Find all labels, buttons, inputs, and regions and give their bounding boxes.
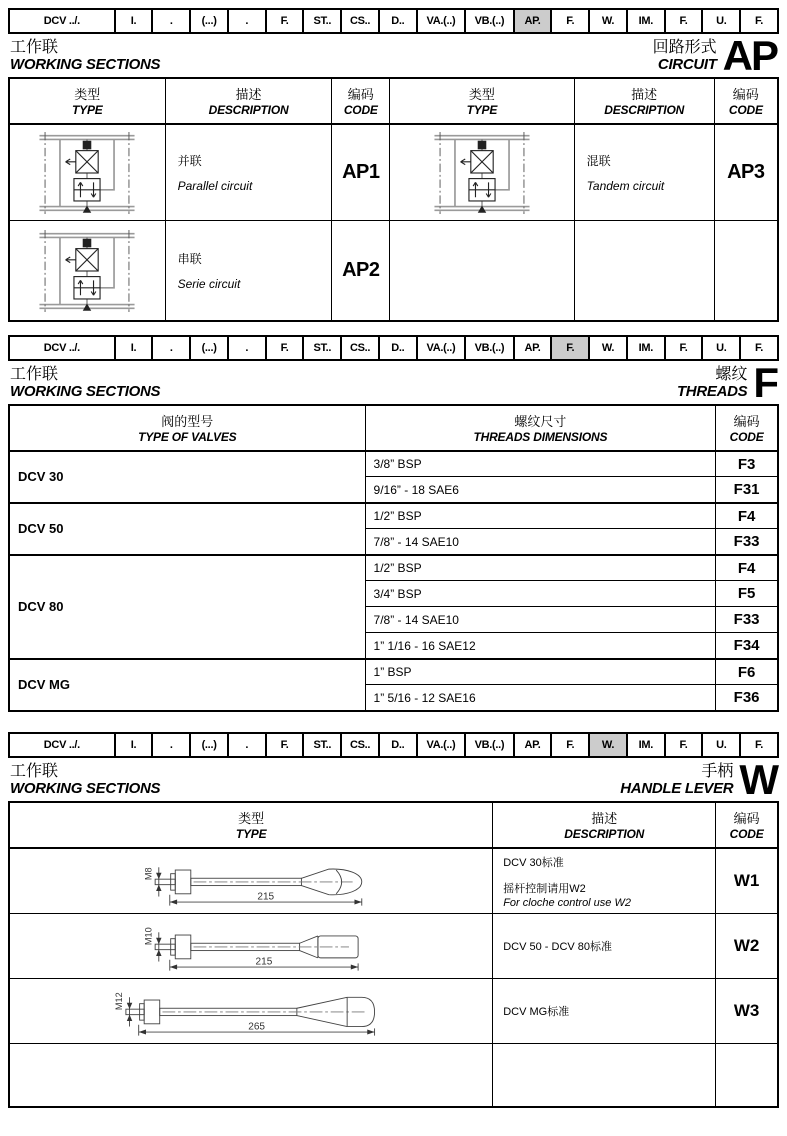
section-subtitle-zh: 回路形式 xyxy=(652,39,717,56)
model-code-cell: ST.. xyxy=(302,10,340,32)
thread-code-cell: F34 xyxy=(716,633,778,659)
circuit-desc-en: Tandem circuit xyxy=(586,179,665,194)
threads-row xyxy=(9,451,778,477)
model-code-cell: F. xyxy=(664,337,702,359)
thread-dimension-cell: 7/8” - 14 SAE10 xyxy=(365,529,716,555)
lever-table xyxy=(8,801,779,1109)
model-code-cell: DCV ../. xyxy=(43,341,80,354)
model-code-cell: F. xyxy=(664,734,702,756)
lever-type-cell xyxy=(9,1043,493,1107)
model-code-cell: U. xyxy=(701,10,739,32)
section-title-zh: 工作联 xyxy=(10,762,59,780)
lever-description-cell xyxy=(493,978,716,1043)
model-code-cell: W. xyxy=(588,337,626,359)
thread-dimension-cell: 1” 1/16 - 16 SAE12 xyxy=(365,633,716,659)
model-code-cell: CS.. xyxy=(340,337,378,359)
model-code-cell: IM. xyxy=(626,734,664,756)
lever-description-cell xyxy=(493,848,716,914)
valve-type-cell: DCV 50 xyxy=(9,503,365,555)
model-code-cell: . xyxy=(151,337,189,359)
circuit-description xyxy=(165,124,332,221)
column-header: 描述 DESCRIPTION xyxy=(493,802,716,848)
lever-thread-label: M8 xyxy=(143,867,154,880)
model-code-cell: D.. xyxy=(378,734,416,756)
empty-cell xyxy=(714,221,778,321)
thread-code-cell: F31 xyxy=(716,477,778,503)
section-big-code: AP xyxy=(722,32,777,80)
model-code-cell: VB.(..) xyxy=(464,10,512,32)
model-code-cell: . xyxy=(151,10,189,32)
column-header: 类型 TYPE xyxy=(390,78,575,124)
valve-schematic-icon xyxy=(32,225,142,317)
lever-row xyxy=(9,848,778,914)
lever-desc-line: 摇杆控制请用W2 xyxy=(503,882,586,895)
circuit-code: AP3 xyxy=(714,124,778,221)
valve-schematic-icon xyxy=(32,127,142,219)
column-header: 编码 CODE xyxy=(332,78,390,124)
lever-length-label: 215 xyxy=(255,955,273,967)
lever-desc-line: DCV MG标准 xyxy=(503,1005,570,1018)
column-header: 类型 TYPE xyxy=(9,78,165,124)
column-header: 编码 CODE xyxy=(716,405,778,451)
thread-dimension-cell: 1/2” BSP xyxy=(365,555,716,581)
thread-code-cell: F5 xyxy=(716,581,778,607)
model-code-cell: F. xyxy=(550,734,588,756)
model-code-cell: I. xyxy=(114,10,152,32)
model-code-cell: D.. xyxy=(378,10,416,32)
section-title xyxy=(10,366,160,401)
lever-thread-label: M12 xyxy=(114,991,125,1010)
lever-type-cell xyxy=(9,848,493,914)
thread-code-cell: F3 xyxy=(716,451,778,477)
model-code-bar xyxy=(8,732,779,758)
model-code-cell: VA.(..) xyxy=(416,10,464,32)
threads-row xyxy=(9,555,778,581)
lever-length-label: 215 xyxy=(257,890,275,902)
lever-row xyxy=(9,1043,778,1107)
lever-description-cell xyxy=(493,1043,716,1107)
model-code-cell: (...) xyxy=(189,337,227,359)
model-code-bar xyxy=(8,335,779,361)
circuit-description xyxy=(574,124,714,221)
valve-type-cell: DCV 80 xyxy=(9,555,365,659)
lever-type-cell xyxy=(9,913,493,978)
model-code-cell: . xyxy=(227,337,265,359)
lever-code-cell: W2 xyxy=(716,913,778,978)
model-code-cell: U. xyxy=(701,734,739,756)
section-title xyxy=(10,39,160,74)
thread-code-cell: F36 xyxy=(716,685,778,711)
section-subtitle xyxy=(676,359,777,407)
thread-dimension-cell: 1/2” BSP xyxy=(365,503,716,529)
threads-row xyxy=(9,503,778,529)
lever-code-cell: W1 xyxy=(716,848,778,914)
lever-length-label: 265 xyxy=(248,1020,266,1032)
model-code-cell: F. xyxy=(550,10,588,32)
thread-code-cell: F33 xyxy=(716,607,778,633)
section-big-code: W xyxy=(739,756,777,804)
column-header: 编码 CODE xyxy=(716,802,778,848)
circuit-desc-en: Parallel circuit xyxy=(177,179,253,194)
thread-code-cell: F33 xyxy=(716,529,778,555)
model-code-cell: . xyxy=(227,10,265,32)
model-code-cell: D.. xyxy=(378,337,416,359)
lever-desc-line: DCV 30标准 xyxy=(503,856,564,869)
model-code-cell: . xyxy=(151,734,189,756)
model-code-cell: I. xyxy=(114,734,152,756)
model-code-cell: F. xyxy=(265,734,303,756)
model-code-cell: (...) xyxy=(189,734,227,756)
circuit-table xyxy=(8,77,779,322)
empty-cell xyxy=(574,221,714,321)
model-code-cell: VB.(..) xyxy=(464,337,512,359)
circuit-code: AP2 xyxy=(332,221,390,321)
section-title-en: WORKING SECTIONS xyxy=(10,56,161,74)
model-code-cell: AP. xyxy=(513,337,551,359)
column-header: 类型 TYPE xyxy=(9,802,493,848)
thread-code-cell: F4 xyxy=(716,503,778,529)
model-code-cell: F. xyxy=(739,337,777,359)
model-code-cell: CS.. xyxy=(340,10,378,32)
lever-thread-label: M10 xyxy=(143,926,154,945)
threads-table-body xyxy=(9,451,778,711)
model-code-cell: DCV ../. xyxy=(43,738,80,751)
model-code-cell: ST.. xyxy=(302,337,340,359)
lever-code-cell: W3 xyxy=(716,978,778,1043)
section-handle-lever-header xyxy=(8,756,779,804)
section-subtitle xyxy=(652,32,777,80)
thread-dimension-cell: 7/8” - 14 SAE10 xyxy=(365,607,716,633)
lever-row xyxy=(9,913,778,978)
thread-dimension-cell: 3/4” BSP xyxy=(365,581,716,607)
model-code-cell: . xyxy=(227,734,265,756)
section-subtitle xyxy=(620,756,777,804)
circuit-desc-zh: 混联 xyxy=(586,154,611,169)
model-code-cell: ST.. xyxy=(302,734,340,756)
lever-drawing xyxy=(10,849,474,913)
valve-schematic-diagram xyxy=(9,221,165,321)
threads-table xyxy=(8,404,779,712)
model-code-cell: IM. xyxy=(626,10,664,32)
model-code-cell: DCV ../. xyxy=(43,15,80,27)
section-subtitle-en: THREADS xyxy=(676,383,748,401)
model-code-cell: U. xyxy=(701,337,739,359)
column-header: 描述 DESCRIPTION xyxy=(574,78,714,124)
empty-cell xyxy=(390,221,575,321)
section-subtitle-zh: 手柄 xyxy=(701,762,734,780)
model-code-cell: F. xyxy=(739,734,777,756)
thread-code-cell: F4 xyxy=(716,555,778,581)
circuit-desc-zh: 串联 xyxy=(177,252,202,267)
lever-code-cell xyxy=(716,1043,778,1107)
thread-code-cell: F6 xyxy=(716,659,778,685)
thread-dimension-cell: 1” BSP xyxy=(365,659,716,685)
thread-dimension-cell: 3/8” BSP xyxy=(365,451,716,477)
model-code-cell: F. xyxy=(739,10,777,32)
thread-dimension-cell: 9/16” - 18 SAE6 xyxy=(365,477,716,503)
valve-schematic-diagram xyxy=(390,124,575,221)
section-title-zh: 工作联 xyxy=(10,365,59,383)
model-code-cell: (...) xyxy=(189,10,227,32)
model-code-bar xyxy=(8,8,779,34)
lever-table-body xyxy=(9,848,778,1108)
circuit-code: AP1 xyxy=(332,124,390,221)
model-code-cell: VB.(..) xyxy=(464,734,512,756)
section-subtitle-zh: 螺纹 xyxy=(715,365,748,383)
column-header: 螺纹尺寸 THREADS DIMENSIONS xyxy=(365,405,716,451)
model-code-cell: VA.(..) xyxy=(416,337,464,359)
column-header: 描述 DESCRIPTION xyxy=(165,78,332,124)
circuit-row xyxy=(9,221,778,321)
model-code-cell: AP. xyxy=(513,734,551,756)
lever-description-cell xyxy=(493,913,716,978)
model-code-cell: AP. xyxy=(513,10,551,32)
valve-schematic-icon xyxy=(427,127,537,219)
valve-schematic-diagram xyxy=(9,124,165,221)
model-code-cell: F. xyxy=(550,337,588,359)
valve-type-cell: DCV MG xyxy=(9,659,365,711)
section-subtitle-en: HANDLE LEVER xyxy=(620,780,734,798)
section-big-code: F xyxy=(753,359,777,407)
model-code-cell: F. xyxy=(265,10,303,32)
threads-row xyxy=(9,659,778,685)
model-code-cell: W. xyxy=(588,10,626,32)
valve-type-cell: DCV 30 xyxy=(9,451,365,503)
lever-type-cell xyxy=(9,978,493,1043)
lever-drawing xyxy=(10,979,474,1043)
circuit-desc-en: Serie circuit xyxy=(177,277,241,292)
model-code-cell: I. xyxy=(114,337,152,359)
lever-desc-line: DCV 50 - DCV 80标准 xyxy=(503,940,613,953)
lever-drawing xyxy=(10,914,474,978)
section-title-en: WORKING SECTIONS xyxy=(10,383,161,401)
section-title-zh: 工作联 xyxy=(10,39,59,56)
model-code-cell: W. xyxy=(588,734,626,756)
section-threads-header xyxy=(8,359,779,407)
section-title xyxy=(10,763,160,798)
circuit-desc-zh: 并联 xyxy=(177,154,202,169)
circuit-description xyxy=(165,221,332,321)
thread-dimension-cell: 1” 5/16 - 12 SAE16 xyxy=(365,685,716,711)
section-title-en: WORKING SECTIONS xyxy=(10,780,161,798)
section-circuit-header xyxy=(8,32,779,80)
column-header: 阀的型号 TYPE OF VALVES xyxy=(9,405,365,451)
model-code-cell: VA.(..) xyxy=(416,734,464,756)
lever-row xyxy=(9,978,778,1043)
model-code-cell: F. xyxy=(265,337,303,359)
model-code-cell: CS.. xyxy=(340,734,378,756)
circuit-row xyxy=(9,124,778,221)
model-code-cell: F. xyxy=(664,10,702,32)
lever-desc-italic: For cloche control use W2 xyxy=(503,896,631,909)
column-header: 编码 CODE xyxy=(714,78,778,124)
model-code-cell: IM. xyxy=(626,337,664,359)
section-subtitle-en: CIRCUIT xyxy=(657,56,717,74)
